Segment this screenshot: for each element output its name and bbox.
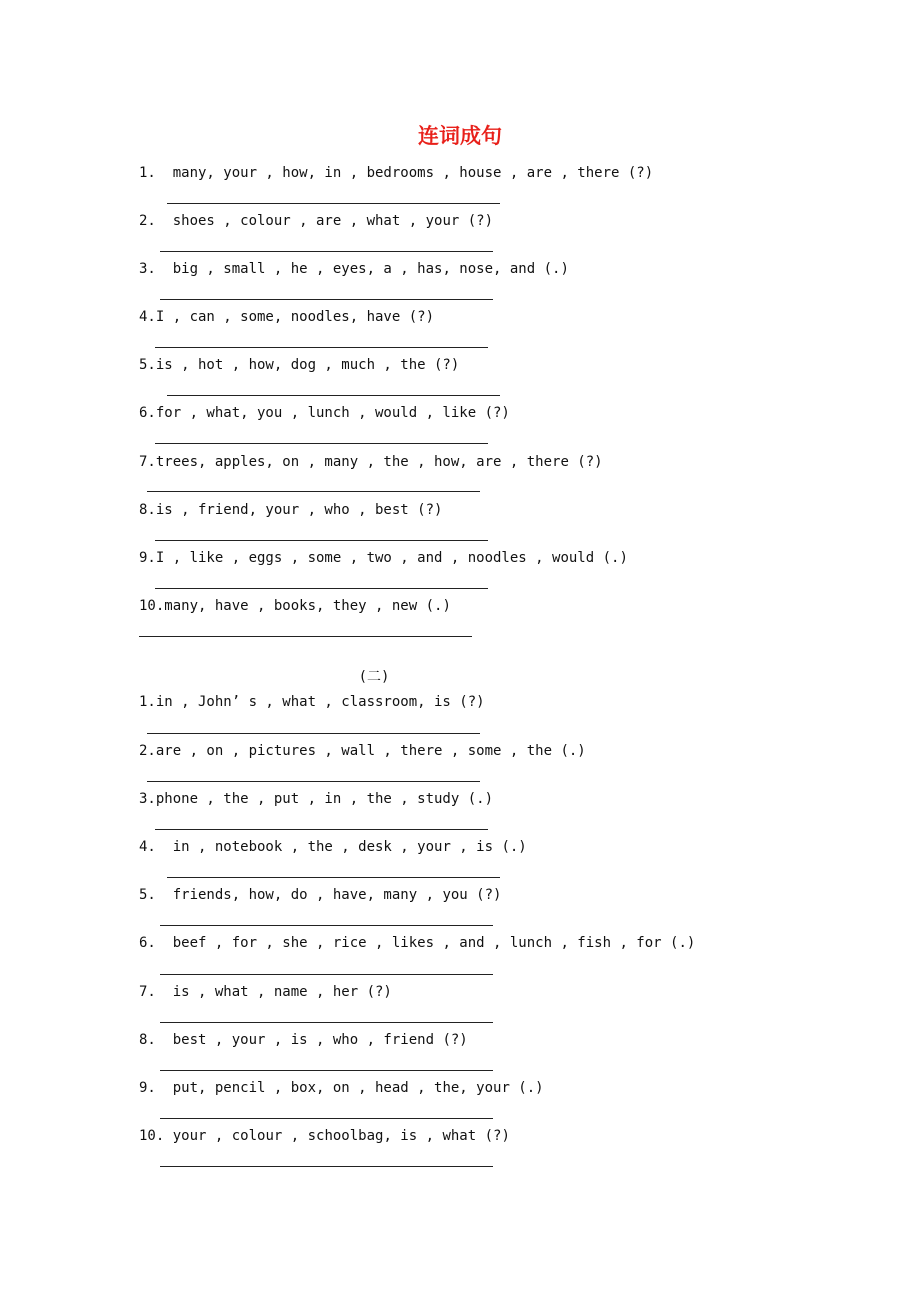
answer-line[interactable]: [147, 733, 480, 734]
answer-line[interactable]: [160, 925, 493, 926]
question-2-3: [139, 790, 493, 808]
answer-line[interactable]: [160, 1118, 493, 1119]
question-words: many, your , how, in , bedrooms , house , are , there (?): [172, 165, 654, 181]
question-words: I , can , some, noodles, have (?): [155, 309, 435, 325]
question-2-9: [139, 1079, 544, 1097]
question-1-6: [139, 404, 510, 422]
answer-line[interactable]: [160, 299, 493, 300]
question-1-4: [139, 308, 434, 326]
question-number: 2.: [139, 743, 156, 759]
question-2-6: [139, 934, 695, 952]
question-words: trees, apples, on , many , the , how, are , there (?): [155, 454, 603, 470]
question-1-9: [139, 549, 628, 567]
answer-line[interactable]: [160, 1166, 493, 1167]
question-1-3: [139, 260, 569, 278]
page-title: 连词成句: [418, 124, 502, 148]
question-words: in , John’ s , what , classroom, is (?): [155, 694, 485, 710]
question-number: 10.: [139, 1128, 165, 1144]
question-words: big , small , he , eyes, a , has, nose, and (.): [172, 261, 569, 277]
question-words: put, pencil , box, on , head , the, your (.): [172, 1080, 544, 1096]
answer-line[interactable]: [155, 588, 488, 589]
question-words: best , your , is , who , friend (?): [172, 1032, 468, 1048]
answer-line[interactable]: [167, 877, 500, 878]
question-2-4: [139, 838, 527, 856]
question-1-1: [139, 164, 653, 182]
answer-line[interactable]: [160, 1022, 493, 1023]
question-number: 1.: [139, 694, 156, 710]
question-number: 7.: [139, 984, 156, 1000]
question-number: 6.: [139, 405, 156, 421]
question-number: 3.: [139, 261, 156, 277]
answer-line[interactable]: [155, 443, 488, 444]
answer-line[interactable]: [160, 1070, 493, 1071]
question-number: 6.: [139, 935, 156, 951]
question-number: 5.: [139, 887, 156, 903]
question-number: 4.: [139, 309, 156, 325]
question-number: 8.: [139, 1032, 156, 1048]
question-2-1: [139, 693, 485, 711]
question-words: friends, how, do , have, many , you (?): [172, 887, 502, 903]
answer-line[interactable]: [147, 781, 480, 782]
section-label: (二): [358, 669, 390, 685]
question-words: is , friend, your , who , best (?): [155, 502, 443, 518]
question-1-8: [139, 501, 442, 519]
answer-line[interactable]: [160, 974, 493, 975]
question-words: is , what , name , her (?): [172, 984, 392, 1000]
answer-line[interactable]: [147, 491, 480, 492]
question-words: shoes , colour , are , what , your (?): [172, 213, 494, 229]
answer-line[interactable]: [167, 203, 500, 204]
question-1-10: [139, 597, 451, 615]
question-number: 4.: [139, 839, 156, 855]
question-1-7: [139, 453, 603, 471]
question-words: beef , for , she , rice , likes , and , lunch , fish , for (.): [172, 935, 696, 951]
answer-line[interactable]: [167, 395, 500, 396]
question-number: 9.: [139, 1080, 156, 1096]
question-2-7: [139, 983, 392, 1001]
question-2-5: [139, 886, 501, 904]
question-number: 2.: [139, 213, 156, 229]
question-words: many, have , books, they , new (.): [164, 598, 451, 614]
question-number: 1.: [139, 165, 156, 181]
question-words: in , notebook , the , desk , your , is (.): [172, 839, 527, 855]
question-2-10: [139, 1127, 510, 1145]
question-number: 5.: [139, 357, 156, 373]
answer-line[interactable]: [155, 540, 488, 541]
question-number: 8.: [139, 502, 156, 518]
question-words: your , colour , schoolbag, is , what (?): [172, 1128, 510, 1144]
question-number: 9.: [139, 550, 156, 566]
question-words: I , like , eggs , some , two , and , noodles , would (.): [155, 550, 628, 566]
question-number: 7.: [139, 454, 156, 470]
question-number: 10.: [139, 598, 165, 614]
question-words: for , what, you , lunch , would , like (?): [155, 405, 510, 421]
answer-line[interactable]: [155, 347, 488, 348]
question-words: phone , the , put , in , the , study (.): [155, 791, 494, 807]
answer-line[interactable]: [155, 829, 488, 830]
question-2-8: [139, 1031, 468, 1049]
answer-line[interactable]: [139, 636, 472, 637]
question-number: 3.: [139, 791, 156, 807]
question-2-2: [139, 742, 586, 760]
question-words: is , hot , how, dog , much , the (?): [155, 357, 460, 373]
answer-line[interactable]: [160, 251, 493, 252]
question-words: are , on , pictures , wall , there , some , the (.): [155, 743, 586, 759]
question-1-5: [139, 356, 459, 374]
question-1-2: [139, 212, 493, 230]
